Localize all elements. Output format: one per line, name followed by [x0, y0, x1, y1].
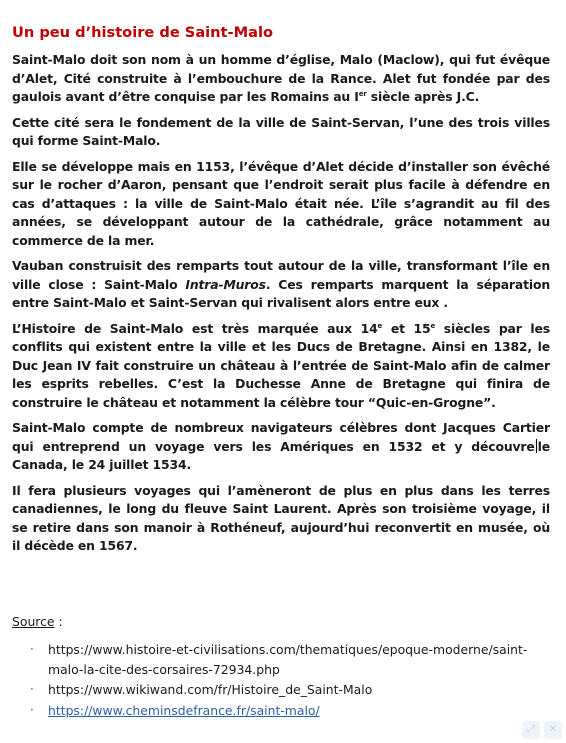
paragraph-text: L’Histoire de Saint-Malo est très marquée aux 14: [12, 320, 378, 336]
paragraph-text: Vauban construisit des remparts tout autour de la ville, transformant l’île en ville close : Saint-Malo: [12, 258, 550, 292]
source-list: [12, 640, 542, 721]
list-item: · https://www.histoire-et-civilisations.com/thematiques/epoque-moderne/saint-malo-la-cite-des-corsaires-72934.php: [12, 640, 542, 679]
paragraph-development: Elle se développe mais en 1153, l’évêque d’Alet décide d’installer son évêché sur le rocher d’Aaron, pensant que l’endroit serait plus facile à défendre en cas d’attaques : la ville de Saint-Malo était née. L’île s’agrandit au fil des années, se développant autour de la cathédrale, grâce notamment au commerce de la mer.: [12, 158, 550, 248]
expand-icon[interactable]: ⤢: [522, 721, 540, 739]
paragraph-text: siècles par les conflits qui existent entre la ville et les Ducs de Bretagne. Ainsi en 1382, le Duc Jean IV fait construire un château à l’entrée de Saint-Malo afin de calmer les esprits rebelles. C’est la Duchesse Anne de Bretagne qui finira de construire le château et notamment la célèbre tour “Quic-en-Grogne”.: [12, 320, 550, 410]
corner-toolbar: [522, 721, 562, 739]
paragraph-text: . Ces remparts marquent la séparation entre Saint-Malo et Saint-Servan qui rivalisent alors entre eux .: [12, 276, 550, 310]
paragraph-text: siècle après J.C.: [366, 89, 480, 104]
source-heading: [12, 613, 63, 631]
paragraph-text: le Canada, le 24 juillet 1534.: [12, 438, 550, 472]
paragraph-saint-servan: Cette cité sera le fondement de la ville de Saint-Servan, l’une des trois villes qui forme Saint-Malo.: [12, 114, 550, 148]
paragraph-vauban: [12, 257, 550, 313]
page-title: Un peu d’histoire de Saint-Malo: [12, 24, 273, 41]
superscript: er: [358, 90, 367, 98]
paragraph-voyages: Il fera plusieurs voyages qui l’amèneront de plus en plus dans les terres canadiennes, le long du fleuve Saint Laurent. Après son troisième voyage, il se retire dans son manoir à Rothéneuf, aujourd’hui reconvertit en musée, où il décède en 1567.: [12, 482, 550, 553]
paragraph-text: et 15: [382, 320, 431, 336]
source-label: Source: [12, 614, 55, 629]
paragraph-text: Saint-Malo doit son nom à un homme d’église, Malo (Maclow), qui fut évêque d’Alet, Cité construite à l’embouchure de la Rance. Alet fut fondée par des gaulois avant d’être conquise par les Romains au I: [12, 52, 550, 104]
close-icon[interactable]: ✕: [544, 721, 562, 739]
paragraph-origin: [12, 51, 550, 107]
superscript: e: [430, 321, 436, 330]
text-cursor: [536, 439, 537, 453]
document-body: [12, 22, 550, 563]
list-item-link[interactable]: [12, 701, 542, 721]
source-suffix: :: [54, 614, 63, 629]
paragraph-cartier: [12, 419, 550, 475]
paragraph-text: Saint-Malo compte de nombreux navigateurs célèbres dont Jacques Cartier qui entreprend un voyage vers les Amériques en 1532 et y découvre: [12, 420, 550, 454]
hyperlink[interactable]: https://www.cheminsdefrance.fr/saint-malo/: [48, 702, 320, 718]
list-item: · https://www.wikiwand.com/fr/Histoire_de_Saint-Malo: [12, 680, 542, 700]
paragraph-conflicts: [12, 320, 550, 413]
superscript: e: [377, 321, 383, 330]
italic-term: Intra-Muros: [185, 276, 266, 292]
